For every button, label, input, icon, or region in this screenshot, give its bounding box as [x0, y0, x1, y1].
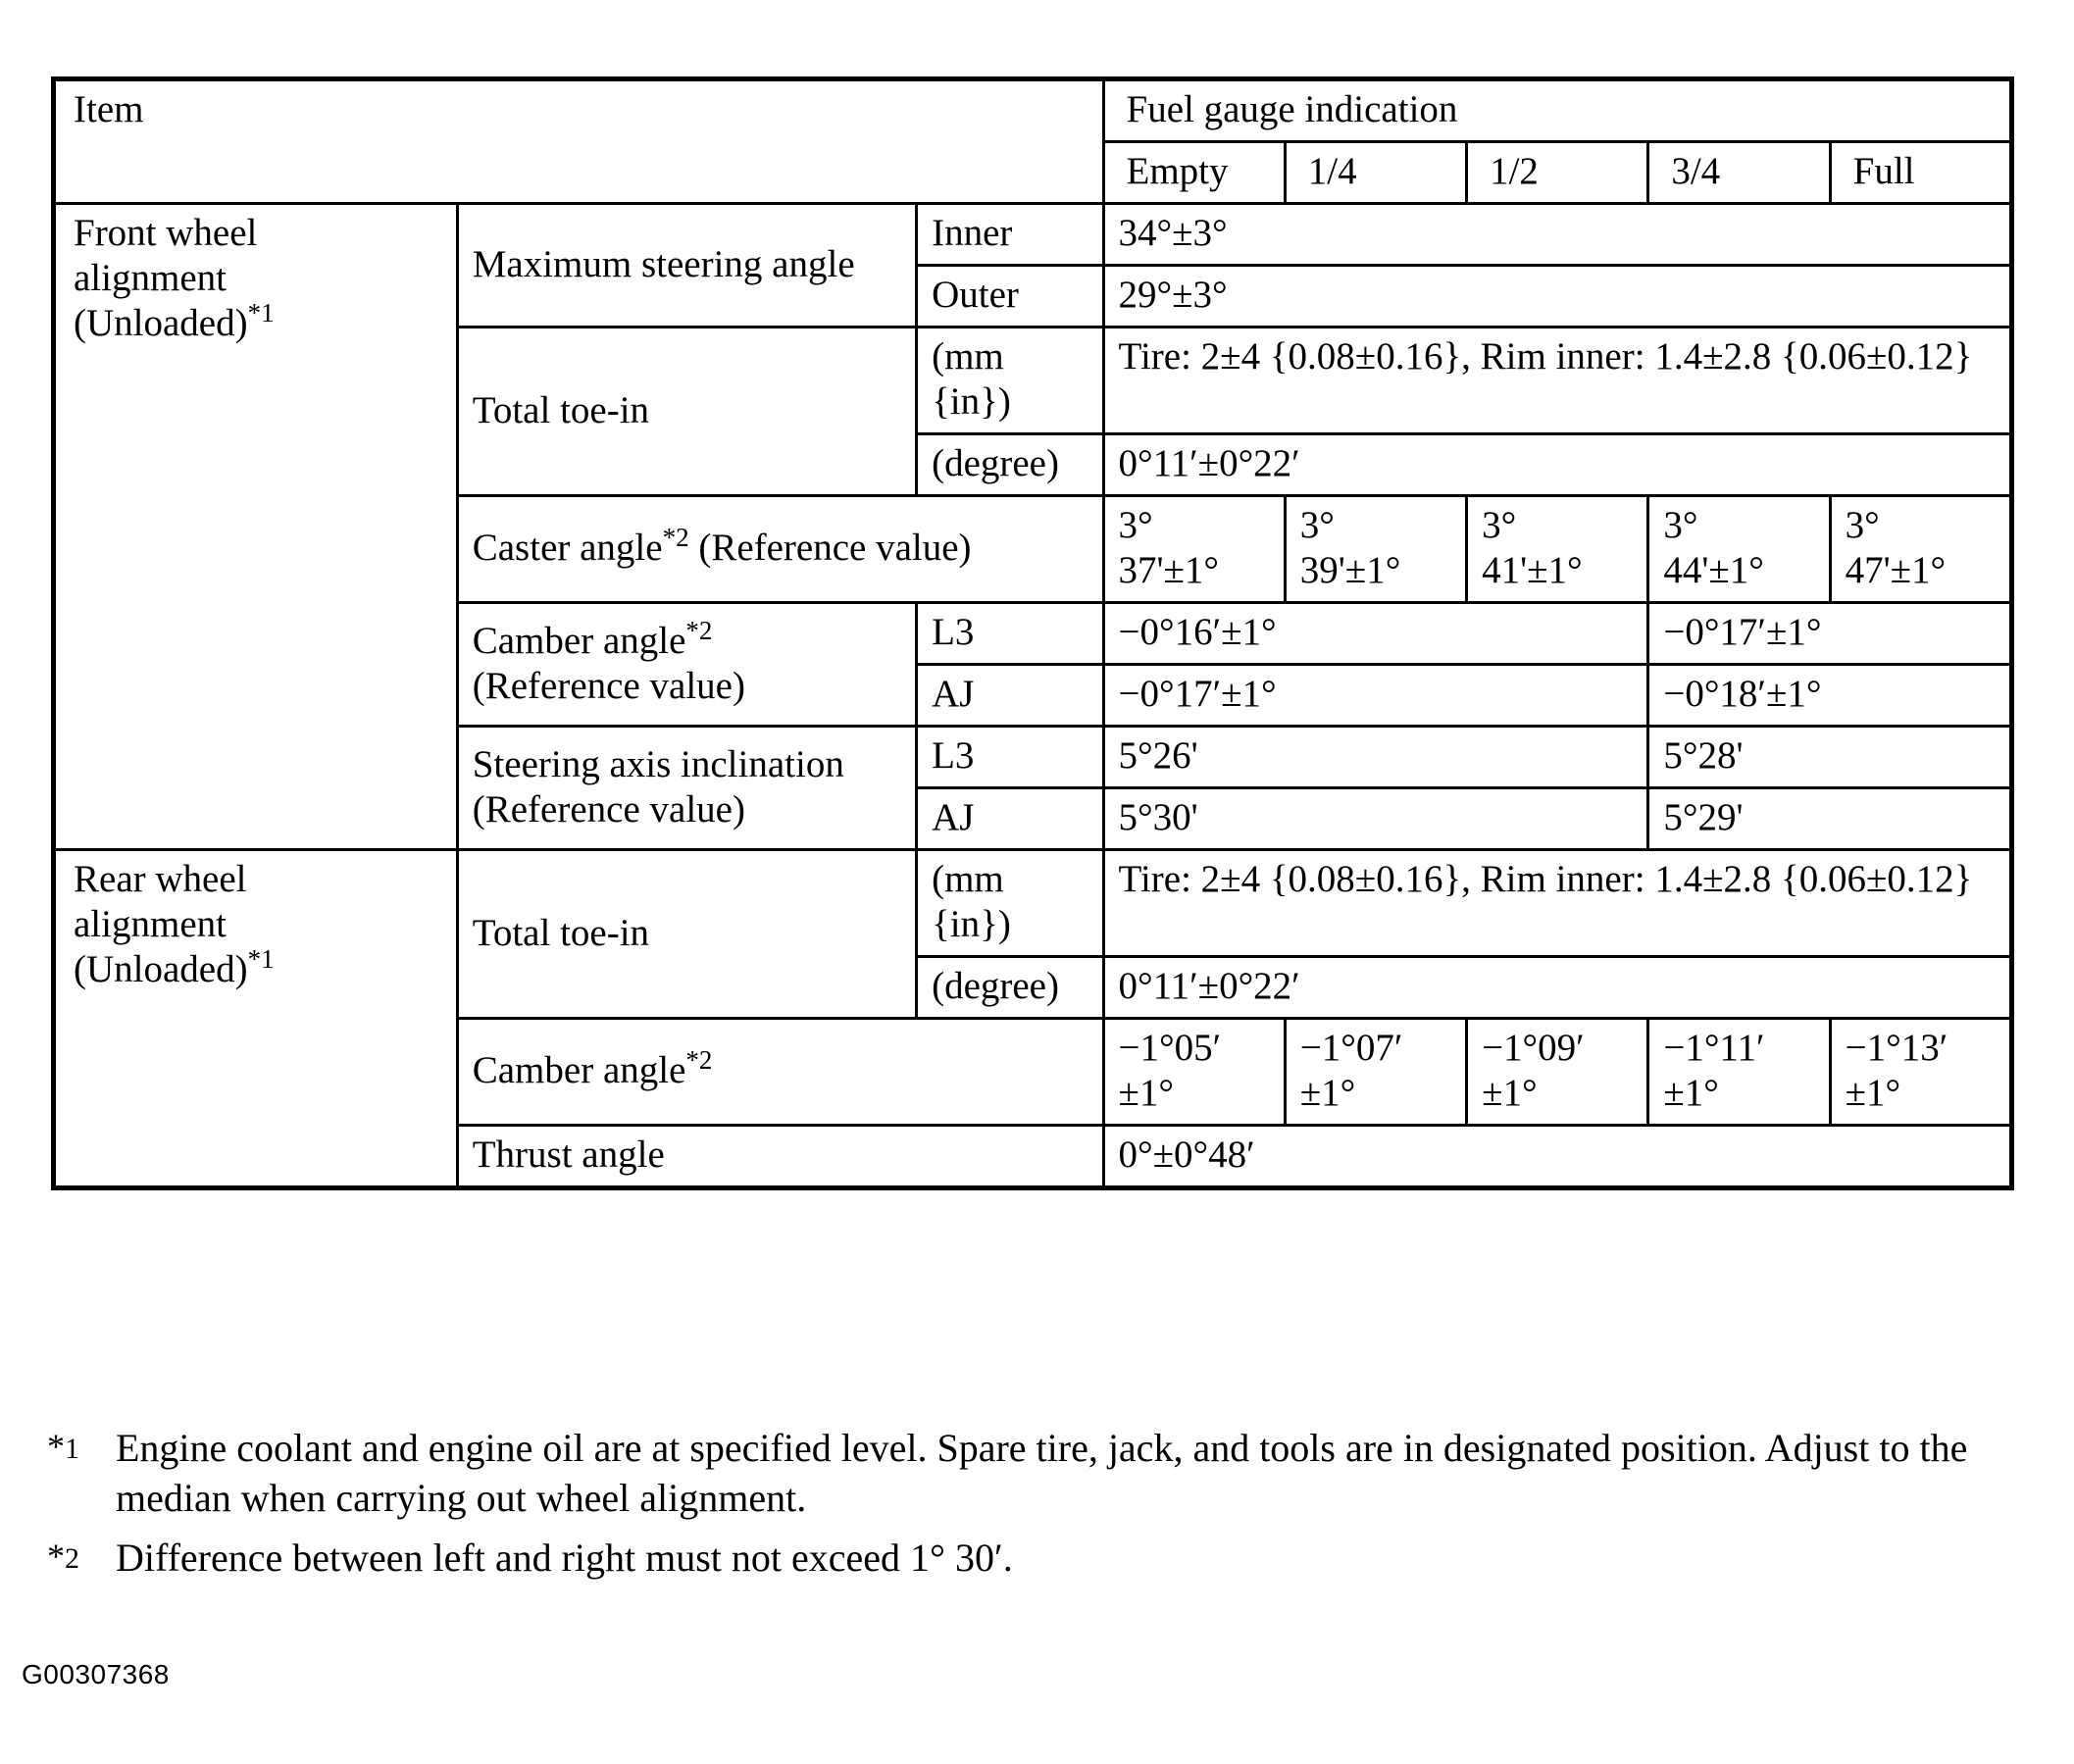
caster-angle-label-text: Caster angle — [472, 527, 663, 570]
footnote-2 — [39, 1534, 2020, 1584]
group-label-front-wheel-alignment — [54, 204, 458, 850]
row-front-max-steering-inner — [54, 204, 2012, 266]
row-label-rear-camber-angle — [457, 1019, 1103, 1126]
front-label-footnote-mark: *1 — [247, 298, 275, 328]
value-front-camber-aj-left: −0°17′±1° — [1103, 665, 1648, 727]
value-rear-toe-mm: Tire: 2±4 {0.08±0.16}, Rim inner: 1.4±2.8 {0.06±0.12} — [1103, 850, 2012, 957]
front-camber-label-line1: Camber angle — [472, 619, 686, 662]
footnote-1-digit: 1 — [65, 1433, 79, 1465]
value-front-toe-degree: 0°11′±0°22′ — [1103, 434, 2012, 496]
footnote-1 — [39, 1424, 2020, 1524]
footnote-2-digit: 2 — [65, 1541, 79, 1575]
sub-label-front-toe-degree: (degree) — [917, 434, 1103, 496]
row-rear-toe-in-mm — [54, 850, 2012, 957]
table-header-row-1 — [54, 79, 2012, 142]
sub-label-front-camber-l3: L3 — [917, 603, 1103, 665]
rear-label-line1: Rear wheel — [74, 858, 247, 901]
value-rear-camber-full: −1°13′ ±1° — [1830, 1019, 2011, 1126]
front-label-line3: (Unloaded) — [74, 302, 248, 345]
sub-label-front-toe-mm: (mm {in}) — [917, 328, 1103, 434]
value-thrust-angle: 0°±0°48′ — [1103, 1126, 2012, 1188]
header-col-full: Full — [1830, 142, 2011, 204]
group-label-rear-wheel-alignment — [54, 850, 458, 1188]
header-item-label: Item — [54, 79, 1104, 204]
front-camber-label-line2: (Reference value) — [472, 664, 745, 707]
value-front-toe-mm: Tire: 2±4 {0.08±0.16}, Rim inner: 1.4±2.8 {0.06±0.12} — [1103, 328, 2012, 434]
sub-label-front-camber-aj: AJ — [917, 665, 1103, 727]
row-label-caster-angle — [457, 496, 1103, 603]
header-col-quarter: 1/4 — [1285, 142, 1466, 204]
document-id-code: G00307368 — [22, 1659, 170, 1689]
value-caster-empty: 3° 37'±1° — [1103, 496, 1285, 603]
value-sai-aj-left: 5°30' — [1103, 788, 1648, 850]
caster-angle-label-suffix: (Reference value) — [698, 527, 972, 570]
rear-label-footnote-mark: *1 — [247, 944, 275, 975]
row-label-steering-axis-inclination: Steering axis inclination (Reference value) — [457, 727, 916, 850]
value-caster-full: 3° 47'±1° — [1830, 496, 2011, 603]
value-caster-half: 3° 41'±1° — [1467, 496, 1648, 603]
sub-label-inner: Inner — [917, 204, 1103, 266]
rear-label-line3: (Unloaded) — [74, 948, 248, 991]
rear-camber-label-text: Camber angle — [472, 1049, 686, 1092]
value-rear-toe-degree: 0°11′±0°22′ — [1103, 957, 2012, 1019]
footnote-2-mark: *2 — [47, 1536, 79, 1576]
header-col-three-quarter: 3/4 — [1648, 142, 1830, 204]
value-max-steering-outer: 29°±3° — [1103, 266, 2012, 328]
wheel-alignment-specification-table — [51, 76, 2014, 1190]
footnotes — [39, 1424, 2020, 1592]
footnote-1-mark: *1 — [47, 1427, 79, 1466]
value-rear-camber-three-quarter: −1°11′ ±1° — [1648, 1019, 1830, 1126]
footnote-1-text: Engine coolant and engine oil are at specified level. Spare tire, jack, and tools are in designated position. Adjust to the median when carrying out wheel alignment. — [116, 1426, 1968, 1520]
front-label-line2: alignment — [74, 257, 227, 300]
row-label-thrust-angle: Thrust angle — [457, 1126, 1103, 1188]
value-rear-camber-empty: −1°05′ ±1° — [1103, 1019, 1285, 1126]
row-label-rear-total-toe-in: Total toe-in — [457, 850, 916, 1019]
value-caster-quarter: 3° 39'±1° — [1285, 496, 1466, 603]
value-rear-camber-quarter: −1°07′ ±1° — [1285, 1019, 1466, 1126]
front-camber-footnote-mark: *2 — [685, 615, 713, 645]
row-label-front-camber-angle — [457, 603, 916, 727]
sub-label-rear-toe-mm: (mm {in}) — [917, 850, 1103, 957]
value-sai-l3-left: 5°26' — [1103, 727, 1648, 788]
header-col-half: 1/2 — [1467, 142, 1648, 204]
value-sai-aj-right: 5°29' — [1648, 788, 2012, 850]
sub-label-sai-aj: AJ — [917, 788, 1103, 850]
value-front-camber-aj-right: −0°18′±1° — [1648, 665, 2012, 727]
value-sai-l3-right: 5°28' — [1648, 727, 2012, 788]
footnote-2-text: Difference between left and right must not exceed 1° 30′. — [116, 1535, 1013, 1580]
sub-label-rear-toe-degree: (degree) — [917, 957, 1103, 1019]
rear-label-line2: alignment — [74, 903, 227, 946]
value-rear-camber-half: −1°09′ ±1° — [1467, 1019, 1648, 1126]
front-label-line1: Front wheel — [74, 212, 258, 255]
header-fuel-gauge-label: Fuel gauge indication — [1103, 79, 2012, 142]
value-front-camber-l3-right: −0°17′±1° — [1648, 603, 2012, 665]
rear-camber-footnote-mark: *2 — [685, 1045, 713, 1076]
caster-angle-footnote-mark: *2 — [662, 523, 689, 553]
row-label-front-total-toe-in: Total toe-in — [457, 328, 916, 496]
sub-label-outer: Outer — [917, 266, 1103, 328]
value-front-camber-l3-left: −0°16′±1° — [1103, 603, 1648, 665]
sub-label-sai-l3: L3 — [917, 727, 1103, 788]
value-caster-three-quarter: 3° 44'±1° — [1648, 496, 1830, 603]
row-label-max-steering-angle: Maximum steering angle — [457, 204, 916, 328]
value-max-steering-inner: 34°±3° — [1103, 204, 2012, 266]
header-col-empty: Empty — [1103, 142, 1285, 204]
